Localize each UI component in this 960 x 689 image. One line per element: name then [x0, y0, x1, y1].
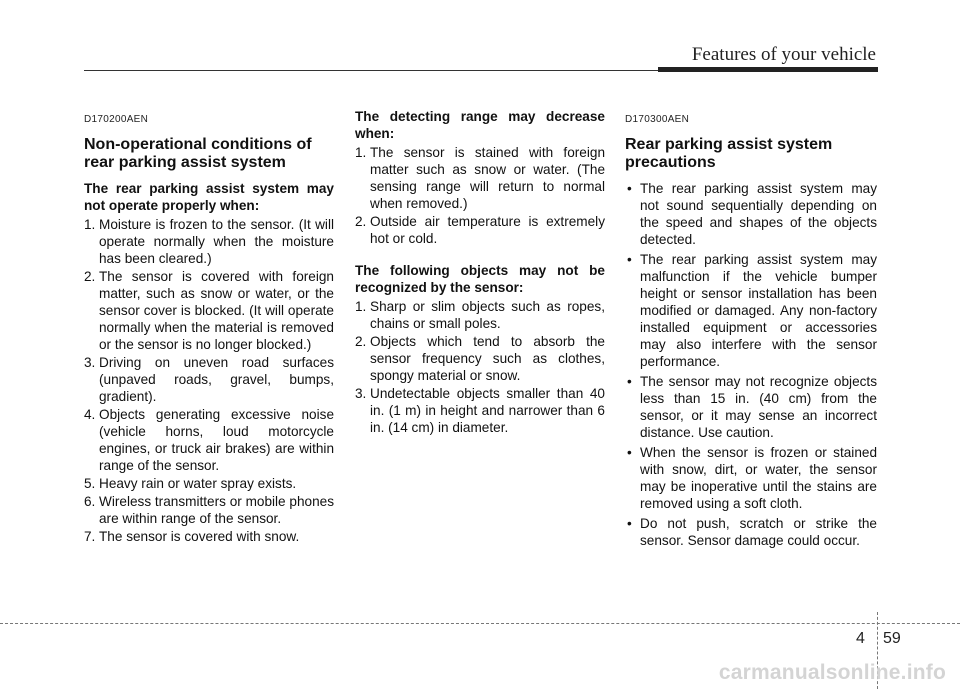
- footer-rule: [0, 623, 960, 624]
- bullet-icon: •: [627, 252, 632, 267]
- bullet-icon: •: [627, 516, 632, 531]
- list-item: 3. Undetectable objects smaller than 40 in. (1 m) in height and narrower than 6 in. (14 cm) in diameter.: [355, 386, 605, 435]
- list-item: 7. The sensor is covered with snow.: [84, 529, 300, 544]
- detecting-range-intro: The detecting range may decrease when:: [355, 109, 605, 141]
- unrecognized-objects-list: [355, 298, 605, 436]
- header-rule-accent: [658, 67, 878, 72]
- list-item: • The rear parking assist system may not sound sequentially depending on the speed and shapes of the objects detected.: [627, 181, 877, 247]
- list-item: • Do not push, scratch or strike the sensor. Sensor damage could occur.: [627, 516, 877, 548]
- column-detecting-range: [355, 108, 605, 437]
- list-item: 1. Moisture is frozen to the sensor. (It will operate normally when the moisture has been cleared.): [84, 217, 334, 266]
- watermark: carmanualsonline.info: [718, 661, 946, 684]
- section-intro: The rear parking assist system may not operate properly when:: [84, 181, 334, 213]
- detecting-range-list: [355, 144, 605, 247]
- unrecognized-objects-intro: The following objects may not be recognized by the sensor:: [355, 263, 605, 295]
- list-item: 3. Driving on uneven road surfaces (unpaved roads, gravel, bumps, gradient).: [84, 355, 334, 404]
- condition-list: [84, 216, 334, 545]
- list-item: 2. Outside air temperature is extremely hot or cold.: [355, 214, 605, 246]
- section-heading: Non-operational conditions of rear parking assist system: [84, 136, 312, 171]
- list-item: 1. The sensor is stained with foreign matter such as snow or water. (The sensing range will return to normal when removed.): [355, 145, 605, 211]
- section-code: D170300AEN: [625, 114, 690, 125]
- list-item: 2. The sensor is covered with foreign matter, such as snow or water, or the sensor cover is blocked. (It will operate normally when the material is removed or the sensor is no longer blocked.): [84, 269, 334, 352]
- list-item: 1. Sharp or slim objects such as ropes, chains or small poles.: [355, 299, 605, 331]
- list-item: • When the sensor is frozen or stained with snow, dirt, or water, the sensor may be inoperative until the stains are removed using a soft cloth.: [627, 445, 877, 511]
- bullet-icon: •: [627, 181, 632, 196]
- list-item: • The rear parking assist system may malfunction if the vehicle bumper height or sensor installation has been modified or damaged. Any non-factory installed equipment or accessories may also interfere with the sensor performance.: [627, 252, 877, 369]
- column-non-operational: [84, 108, 334, 546]
- section-heading: Rear parking assist system precautions: [625, 136, 833, 171]
- column-precautions: [625, 108, 877, 552]
- section-code: D170200AEN: [84, 114, 149, 125]
- list-item: 4. Objects generating excessive noise (vehicle horns, loud motorcycle engines, or truck air brakes) are within range of the sensor.: [84, 407, 334, 473]
- precaution-list: [625, 180, 877, 549]
- section-header-title: Features of your vehicle: [691, 44, 876, 65]
- bullet-icon: •: [627, 374, 632, 389]
- list-item: 5. Heavy rain or water spray exists.: [84, 476, 297, 491]
- list-item: • The sensor may not recognize objects less than 15 in. (40 cm) from the sensor, or it may sense an incorrect distance. Use caution.: [627, 374, 877, 440]
- chapter-number: 4: [856, 630, 865, 647]
- list-item: 2. Objects which tend to absorb the sensor frequency such as clothes, spongy material or snow.: [355, 334, 605, 383]
- bullet-icon: •: [627, 445, 632, 460]
- list-item: 6. Wireless transmitters or mobile phones are within range of the sensor.: [84, 494, 334, 526]
- page-number: 59: [883, 630, 901, 647]
